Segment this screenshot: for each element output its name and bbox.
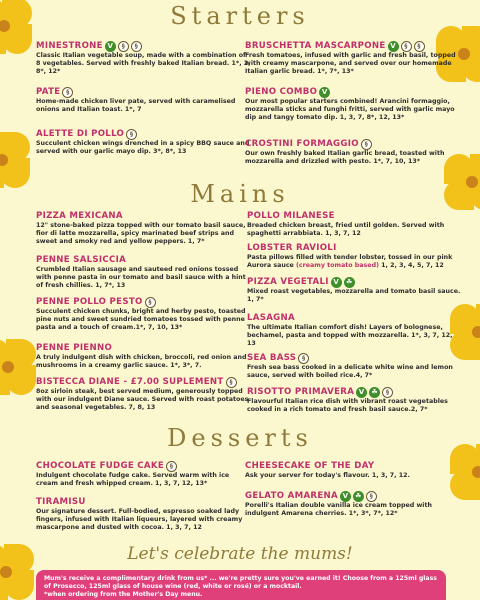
dish-name <box>245 460 460 472</box>
dish-name-text: PIENO COMBO <box>245 87 318 97</box>
dish-name-text: LASAGNA <box>247 313 295 323</box>
dish-name-text: POLLO MILANESE <box>247 211 335 221</box>
gluten-free-icon: § <box>62 87 73 98</box>
mains-item <box>247 276 462 304</box>
desserts-item <box>36 496 251 533</box>
dish-name <box>36 460 251 472</box>
mains-item <box>36 254 251 291</box>
gluten-free-icon: § <box>401 41 412 52</box>
dish-name-text: PIZZA VEGETALI <box>247 277 329 287</box>
gluten-free-icon: § <box>382 387 393 398</box>
vegan-icon: ☘ <box>369 387 380 398</box>
dish-name-text: CHEESECAKE OF THE DAY <box>245 461 375 471</box>
dish-description: Home-made chicken liver pate, served with caramelised onions and Italian toast. 1*, 7 <box>36 98 236 114</box>
dish-description: Breaded chicken breast, fried until golden. Served with spaghetti arrabbiata. 1, 3, 7, 12 <box>247 222 445 238</box>
vegetarian-icon: V <box>105 41 116 52</box>
gluten-free-icon: § <box>414 41 425 52</box>
gluten-free-icon: § <box>298 353 309 364</box>
dish-name <box>245 490 460 502</box>
mains-item <box>247 210 462 238</box>
section-title-mains: Mains <box>190 180 290 208</box>
dish-description: Indulgent chocolate fudge cake. Served warm with ice cream and fresh whipped cream. 1, 3, 7, 12, 13* <box>36 472 230 488</box>
dish-description: A truly indulgent dish with chicken, broccoli, red onion and mushrooms in a creamy garlic sauce. 1*, 3*, 7. <box>36 354 247 370</box>
dish-name <box>247 210 462 222</box>
starters-item <box>36 40 251 77</box>
dish-description: Our own freshly baked Italian garlic bread, toasted with mozzarella and drizzled with pesto. 1*, 7, 10, 13* <box>245 150 445 166</box>
vegetarian-icon: V <box>319 87 330 98</box>
dish-description: 8oz sirloin steak, best served medium, generously topped with our indulgent Diane sauce. Served with roast potatoes and seasonal vegetables. 7, 8, 13 <box>36 388 249 412</box>
starters-item <box>36 128 251 156</box>
dish-description: Crumbled Italian sausage and sauteed red onions tossed with penne pasta in our tomato and basil sauce with a hint of fresh chillies. 1, 7*, 13 <box>36 266 246 290</box>
dish-description: 12" stone-baked pizza topped with our tomato basil sauce, fior di latte mozzarella, spicy marinated beef strips and sweet and smoky red and yellow peppers. 1, 7* <box>36 222 246 246</box>
dish-name <box>247 386 462 398</box>
section-title-starters: Starters <box>170 2 310 30</box>
dish-name-text: TIRAMISU <box>36 497 86 507</box>
desserts-item <box>245 490 460 518</box>
dish-name <box>36 296 251 308</box>
dish-name <box>36 210 251 222</box>
gluten-free-icon: § <box>145 297 156 308</box>
dish-name <box>247 312 462 324</box>
mains-item <box>36 342 251 370</box>
mains-item <box>36 210 251 247</box>
promo-headline: Let's celebrate the mums! <box>127 544 353 564</box>
dish-name-text: GELATO AMARENA <box>245 491 338 501</box>
desserts-item <box>36 460 251 488</box>
dish-name <box>36 254 251 266</box>
dish-name <box>36 40 251 52</box>
vegan-icon: ☘ <box>353 491 364 502</box>
dish-name-text: PIZZA MEXICANA <box>36 211 123 221</box>
mains-item <box>247 352 462 380</box>
dish-name <box>245 86 460 98</box>
promo-text: Mum's receive a complimentary drink from us* ... we're pretty sure you've earned it! Choose from a 125ml glass of Prosecco, 125ml glass of house wine (red, white or rosé) or a mocktail. <box>44 575 437 590</box>
dish-name-text: ALETTE DI POLLO <box>36 129 125 139</box>
vegetarian-icon: V <box>340 491 351 502</box>
dish-name <box>36 86 251 98</box>
promo-footnote: *when ordering from the Mother's Day menu. <box>44 591 203 598</box>
dish-name-text: LOBSTER RAVIOLI <box>247 243 337 253</box>
dish-name <box>36 128 251 140</box>
gluten-free-icon: § <box>166 461 177 472</box>
dish-name-text: SEA BASS <box>247 353 297 363</box>
vegetarian-icon: V <box>331 277 342 288</box>
gluten-free-icon: § <box>226 377 237 388</box>
dish-description: Our most popular starters combined! Arancini formaggio, mozzarella sticks and funghi fritti, served with garlic mayo dip and tangy tomato dip. 1, 3, 7, 8*, 12, 13* <box>245 98 455 122</box>
dish-description: Our signature dessert. Full-bodied, espresso soaked lady fingers, infused with Italian liqueurs, layered with creamy mascarpone and dusted with cocoa. 1, 3, 7, 12 <box>36 508 243 532</box>
dish-name <box>36 496 251 508</box>
gluten-free-icon: § <box>118 41 129 52</box>
mains-item <box>36 296 251 333</box>
dish-name-text: RISOTTO PRIMAVERA <box>247 387 355 397</box>
dish-description: The ultimate Italian comfort dish! Layers of bolognese, bechamel, pasta and topped with mozzarella. 1*, 3, 7, 12, 13 <box>247 324 453 348</box>
starters-item <box>245 40 460 77</box>
promo-box <box>36 570 446 600</box>
gluten-free-icon: § <box>126 129 137 140</box>
gluten-free-icon: § <box>366 491 377 502</box>
dish-description: Flavourful Italian rice dish with vibrant roast vegetables cooked in a rich tomato and fresh basil sauce.2, 7* <box>247 398 448 414</box>
dish-description: Ask your server for today's flavour. 1, 3, 7, 12. <box>245 472 410 479</box>
dish-description: Mixed roast vegetables, mozzarella and tomato basil sauce. 1, 7* <box>247 288 461 304</box>
section-title-desserts: Desserts <box>167 424 313 452</box>
dish-description: Pasta pillows filled with tender lobster, tossed in our pink Aurora sauce (creamy tomato based) 1, 2, 3, 4, 5, 7, 12 <box>247 254 453 270</box>
mains-item <box>247 312 462 349</box>
starters-item <box>36 86 251 114</box>
dish-name <box>36 376 251 388</box>
dish-name-text: CHOCOLATE FUDGE CAKE <box>36 461 164 471</box>
dish-description: Fresh tomatoes, infused with garlic and fresh basil, topped with creamy mascarpone, and served over our homemade Italian garlic bread. 1*, 7*, 13* <box>245 52 456 76</box>
mains-item <box>247 386 462 414</box>
dish-name <box>247 352 462 364</box>
mains-item <box>36 376 251 413</box>
dish-name <box>245 40 460 52</box>
dish-name <box>245 138 460 150</box>
vegan-icon: ☘ <box>344 277 355 288</box>
vegetarian-icon: V <box>388 41 399 52</box>
dish-name-text: PENNE SALSICCIA <box>36 255 127 265</box>
starters-item <box>245 86 460 123</box>
dish-name <box>247 242 462 254</box>
desserts-item <box>245 460 460 480</box>
dish-description: Classic Italian vegetable soup, made with a combination of 8 vegetables. Served with freshly baked Italian bread. 1*, 2, 8*, 12* <box>36 52 251 76</box>
dish-description: Porelli's Italian double vanilla ice cream topped with indulgent Amarena cherries. 1*, 3*, 7*, 12* <box>245 502 432 518</box>
gluten-free-icon: § <box>361 139 372 150</box>
dish-name-text: BISTECCA DIANE - £7.00 SUPLEMENT <box>36 377 224 387</box>
dish-name <box>36 342 251 354</box>
dish-name <box>247 276 462 288</box>
dish-note: (creamy tomato based) <box>296 262 379 270</box>
dish-name-text: BRUSCHETTA MASCARPONE <box>245 41 386 51</box>
dish-name-text: PENNE POLLO PESTO <box>36 297 143 307</box>
dish-name-text: PENNE PIENNO <box>36 343 113 353</box>
flower-decoration <box>0 335 40 399</box>
mains-item <box>247 242 462 270</box>
dish-description: Succulent chicken wings drenched in a spicy BBQ sauce and served with our garlic mayo dip. 3*, 8*, 13 <box>36 140 250 156</box>
vegetarian-icon: V <box>356 387 367 398</box>
starters-item <box>245 138 460 166</box>
dish-description: Fresh sea bass cooked in a delicate white wine and lemon sauce, served with boiled rice.4, 7* <box>247 364 453 380</box>
gluten-free-icon: § <box>131 41 142 52</box>
dish-name-text: CROSTINI FORMAGGIO <box>245 139 359 149</box>
dish-description: Succulent chicken chunks, bright and herby pesto, toasted pine nuts and sweet sundried tomatoes tossed with penne pasta and a touch of cream.1*, 7, 10, 13* <box>36 308 246 332</box>
dish-name-text: MINESTRONE <box>36 41 103 51</box>
dish-name-text: PATE <box>36 87 61 97</box>
